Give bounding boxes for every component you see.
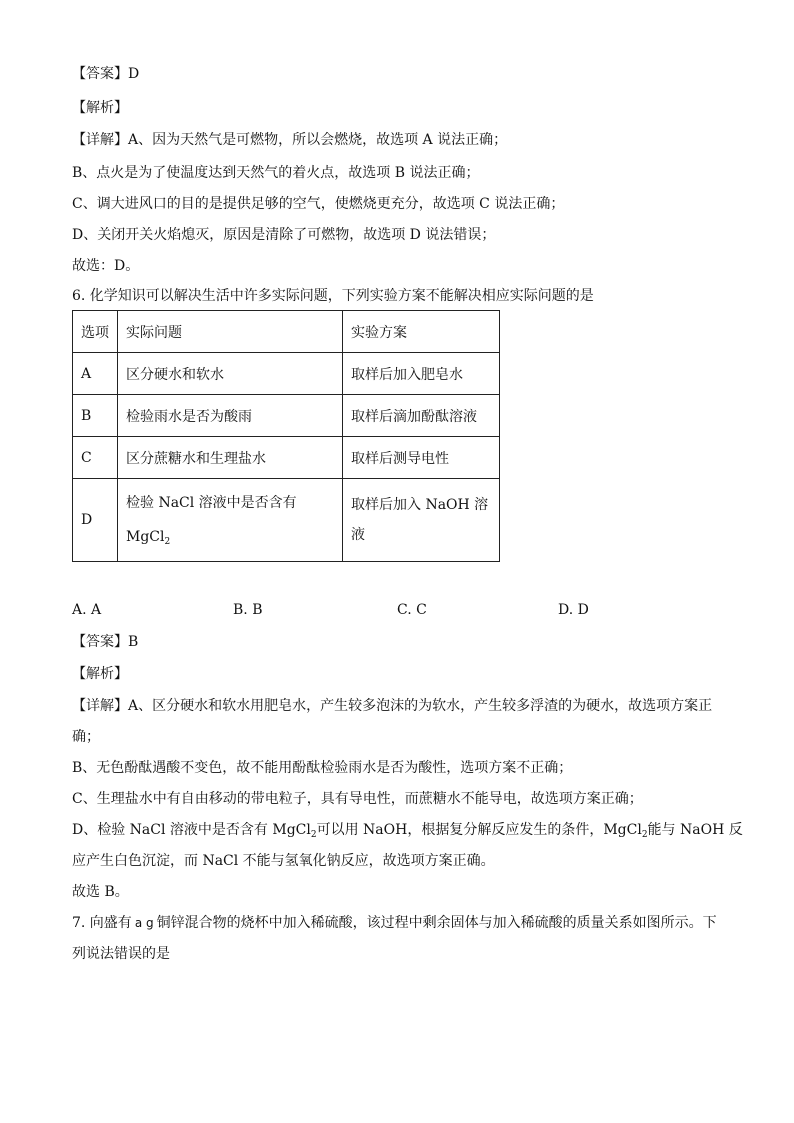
- q6-detail-d-line2: 应产生白色沉淀，而 NaCl 不能与氢氧化钠反应，故选项方案正确。: [72, 853, 495, 869]
- table-row: [73, 437, 500, 479]
- formula-subscript: 2: [641, 830, 648, 840]
- q7-stem-part2: 铜锌混合物的烧杯中加入稀硫酸，该过程中剩余固体与加入稀硫酸的质量关系如图所示。下: [156, 915, 717, 931]
- q5-detail-a: 【详解】A、因为天然气是可燃物，所以会燃烧，故选项 A 说法正确；: [72, 132, 508, 148]
- choice-d: D. D: [558, 602, 589, 618]
- row-problem: 检验雨水是否为酸雨: [118, 395, 343, 437]
- row-plan-line2: 液: [351, 527, 365, 543]
- q7-stem-line1: [72, 913, 717, 933]
- table-row: [73, 479, 500, 562]
- q6-detail-a-line2: 确；: [72, 729, 100, 745]
- q6-detail-c: C、生理盐水中有自由移动的带电粒子，具有导电性，而蔗糖水不能导电，故选项方案正确；: [72, 791, 643, 807]
- row-problem: [118, 479, 343, 562]
- detail-d-part3: 能与 NaOH 反: [647, 822, 743, 838]
- table-header-row: [73, 311, 500, 353]
- choice-c: C. C: [397, 602, 427, 618]
- row-option: B: [73, 395, 118, 437]
- table-row: [73, 353, 500, 395]
- row-plan: [343, 479, 500, 562]
- row-plan: 取样后测导电性: [343, 437, 500, 479]
- row-option: A: [73, 353, 118, 395]
- q5-analysis-label: 【解析】: [72, 100, 128, 116]
- q5-detail-b: B、点火是为了使温度达到天然气的着火点，故选项 B 说法正确；: [72, 165, 480, 181]
- table-row: [73, 395, 500, 437]
- q5-answer: 【答案】D: [72, 66, 140, 82]
- header-plan: 实验方案: [343, 311, 500, 353]
- header-option: 选项: [73, 311, 118, 353]
- q6-answer: 【答案】B: [72, 634, 139, 650]
- q5-conclusion: 故选：D。: [72, 258, 140, 274]
- q6-detail-b: B、无色酚酞遇酸不变色，故不能用酚酞检验雨水是否为酸性，选项方案不正确；: [72, 760, 573, 776]
- formula-mgcl: MgCl: [126, 529, 165, 545]
- row-problem-line1: 检验 NaCl 溶液中是否含有: [126, 495, 297, 511]
- choice-a: A. A: [72, 602, 102, 618]
- q6-conclusion: 故选 B。: [72, 884, 129, 900]
- q6-options-table: [72, 310, 500, 562]
- q5-detail-c: C、调大进风口的目的是提供足够的空气，使燃烧更充分，故选项 C 说法正确；: [72, 196, 565, 212]
- row-problem-line2: [126, 520, 334, 554]
- row-plan: 取样后滴加酚酞溶液: [343, 395, 500, 437]
- row-plan: 取样后加入肥皂水: [343, 353, 500, 395]
- q7-mass-variable: a g: [134, 916, 154, 930]
- formula-subscript: 2: [310, 830, 317, 840]
- q5-detail-d: D、关闭开关火焰熄灭，原因是清除了可燃物，故选项 D 说法错误；: [72, 227, 496, 243]
- detail-d-part1: D、检验 NaCl 溶液中是否含有 MgCl: [72, 822, 311, 838]
- q6-stem: 6. 化学知识可以解决生活中许多实际问题，下列实验方案不能解决相应实际问题的是: [72, 288, 594, 304]
- q7-stem-part1: 7. 向盛有: [72, 915, 132, 931]
- row-option: C: [73, 437, 118, 479]
- header-problem: 实际问题: [118, 311, 343, 353]
- choice-b: B. B: [233, 602, 263, 618]
- row-option: D: [73, 479, 118, 562]
- q6-detail-d-line1: [72, 820, 743, 840]
- row-plan-line1: 取样后加入 NaOH 溶: [351, 497, 489, 513]
- detail-d-part2: 可以用 NaOH，根据复分解反应发生的条件，MgCl: [316, 822, 642, 838]
- row-problem: 区分硬水和软水: [118, 353, 343, 395]
- formula-subscript: 2: [164, 537, 171, 547]
- row-problem: 区分蔗糖水和生理盐水: [118, 437, 343, 479]
- q6-detail-a-line1: 【详解】A、区分硬水和软水用肥皂水，产生较多泡沫的为软水，产生较多浮渣的为硬水，故选项方案正: [72, 698, 713, 714]
- q7-stem-line2: 列说法错误的是: [72, 946, 170, 962]
- q6-analysis-label: 【解析】: [72, 666, 128, 682]
